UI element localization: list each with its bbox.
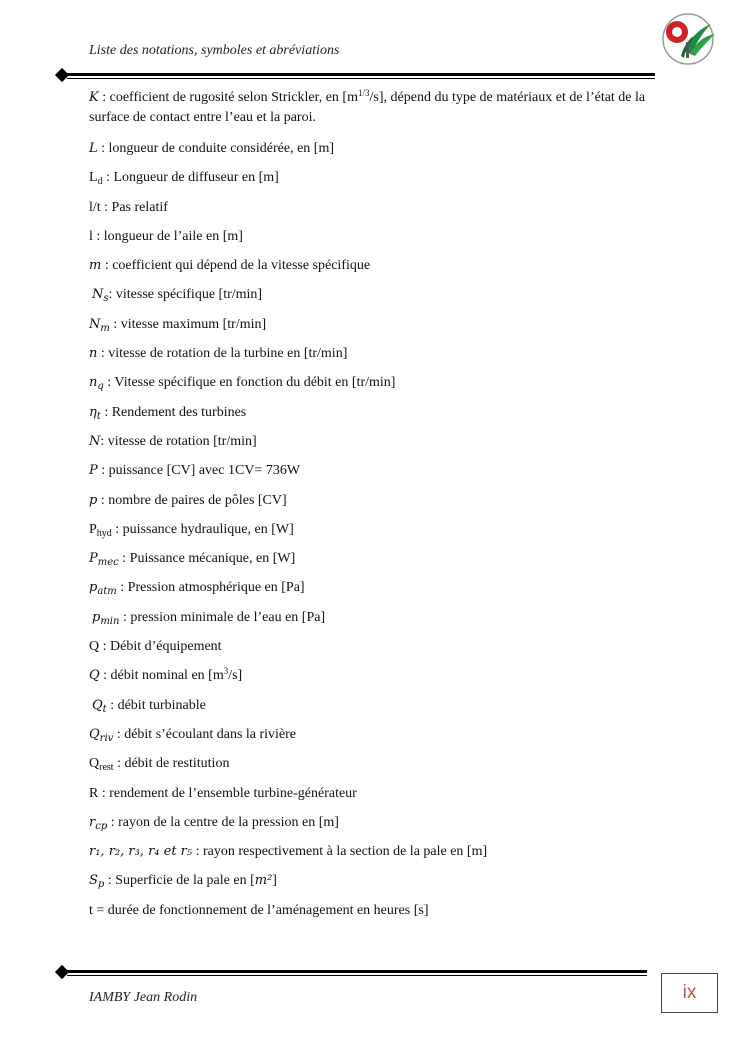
notation-entry: $Q_t$ : débit turbinable bbox=[92, 697, 206, 715]
notation-entry: $S_p$ : Superficie de la pale en [m²] bbox=[89, 873, 277, 891]
notation-entry: $Q_{rest}$ : débit de restitution bbox=[89, 756, 230, 774]
page-number: ix bbox=[661, 973, 718, 1013]
page-header-title: Liste des notations, symboles et abréviations bbox=[89, 43, 340, 58]
notation-entry: t = durée de fonctionnement de l’aménagement en heures [s] bbox=[89, 902, 429, 918]
footer-divider bbox=[55, 967, 647, 979]
notation-entry: N: vitesse de rotation [tr/min] bbox=[89, 433, 257, 449]
notation-entry: $Q_{riv}$ : débit s’écoulant dans la rivière bbox=[89, 726, 297, 744]
header-divider bbox=[55, 70, 655, 82]
notation-entry: $r_{cp}$ : rayon de la centre de la pression en [m] bbox=[89, 814, 339, 832]
footer-author: IAMBY Jean Rodin bbox=[89, 990, 198, 1005]
notation-entry: r₁, r₂, r₃, r₄ et r₅ : rayon respectivement à la section de la pale en [m] bbox=[89, 844, 488, 860]
notation-entry: l/t : Pas relatif bbox=[89, 199, 168, 215]
notation-entry: $N_m$ : vitesse maximum [tr/min] bbox=[89, 316, 267, 334]
notation-entry: $n_q$ : Vitesse spécifique en fonction du débit en [tr/min] bbox=[89, 375, 396, 393]
notation-entry: $P_{mec}$ : Puissance mécanique, en [W] bbox=[89, 551, 296, 569]
notation-entry: $N_s$: vitesse spécifique [tr/min] bbox=[92, 287, 263, 305]
university-logo-icon bbox=[657, 12, 719, 66]
notation-entry: m : coefficient qui dépend de la vitesse spécifique bbox=[89, 258, 371, 274]
notation-entry: Q : débit nominal en $[m^3/s]$ bbox=[89, 666, 243, 684]
notation-entry: n : vitesse de rotation de la turbine en [tr/min] bbox=[89, 346, 348, 362]
notation-entry: L : longueur de conduite considérée, en [m] bbox=[89, 141, 334, 156]
notation-entry: R : rendement de l’ensemble turbine-générateur bbox=[89, 785, 357, 801]
notation-entry: p : nombre de paires de pôles [CV] bbox=[89, 492, 287, 508]
notation-list bbox=[89, 88, 659, 930]
notation-entry: $p_{min}$ : pression minimale de l’eau en [Pa] bbox=[92, 609, 326, 627]
notation-entry: $p_{atm}$ : Pression atmosphérique en [Pa] bbox=[89, 580, 305, 598]
notation-entry: $L_d$ : Longueur de diffuseur en [m] bbox=[89, 170, 279, 188]
notation-entry: $\eta_t$ : Rendement des turbines bbox=[89, 404, 247, 422]
notation-entry: Q : Débit d’équipement bbox=[89, 639, 222, 655]
notation-entry: $P_{hyd}$ : puissance hydraulique, en [W] bbox=[89, 521, 294, 539]
notation-entry: l : longueur de l’aile en [m] bbox=[89, 228, 243, 244]
notation-entry: K : coefficient de rugosité selon Strickler, en $[m^{1/3}/s]$, dépend du type de matériaux et de l’état de la surface de contact entre l’eau et la paroi. bbox=[89, 88, 646, 125]
notation-entry: P : puissance [CV] avec 1CV= 736W bbox=[89, 463, 301, 479]
